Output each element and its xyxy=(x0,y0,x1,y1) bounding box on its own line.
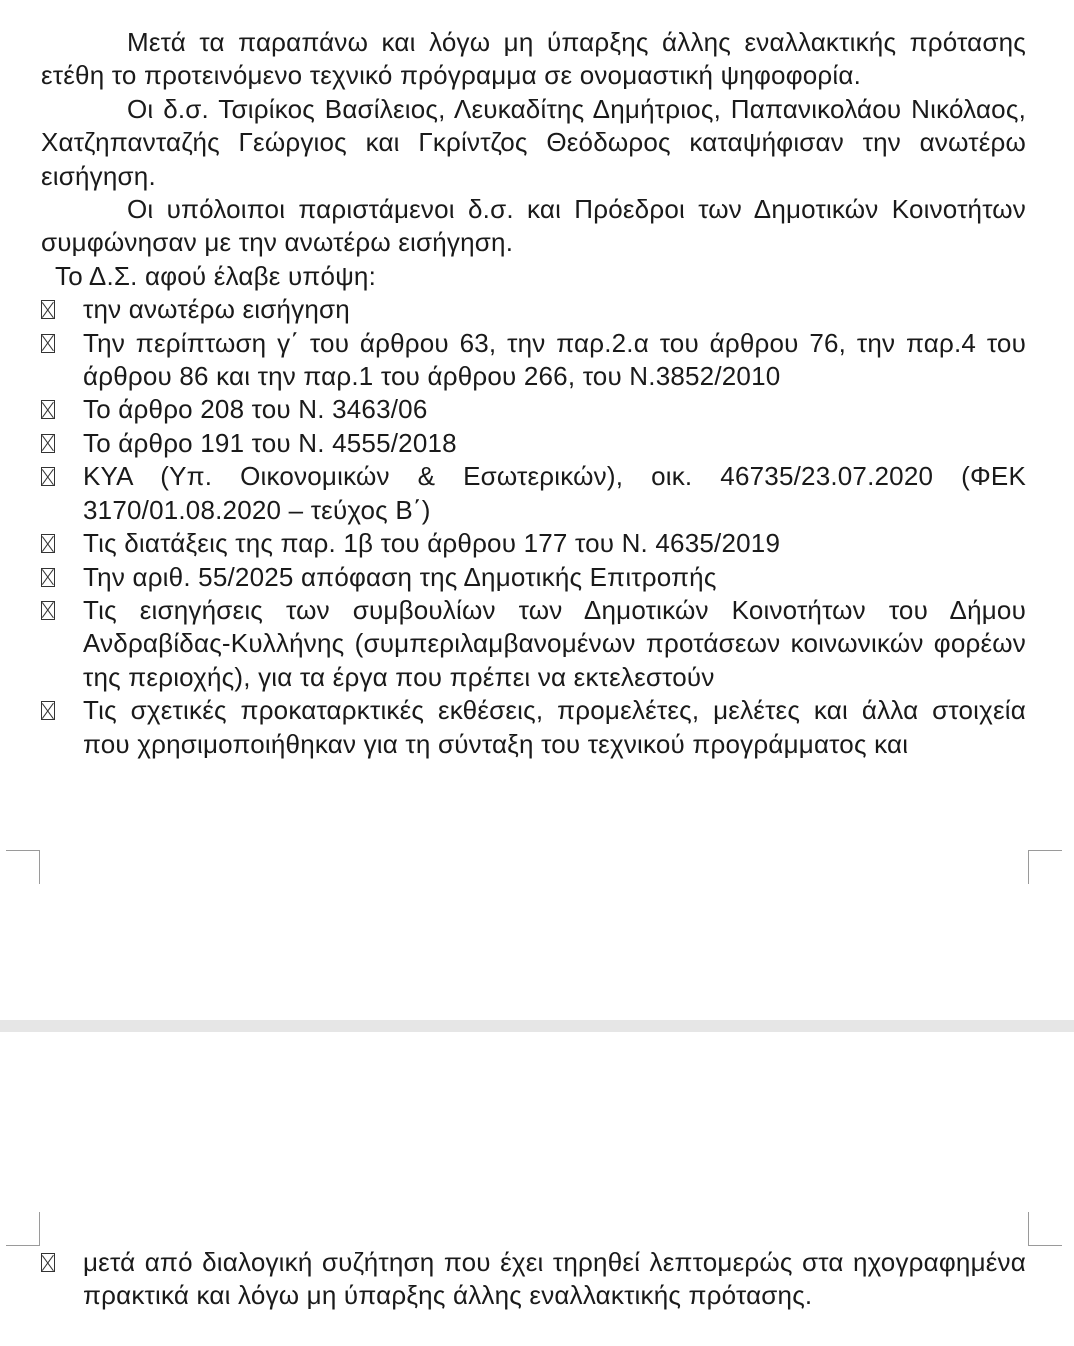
list-item xyxy=(41,561,1026,594)
page-1-body xyxy=(41,26,1026,761)
list-item xyxy=(41,427,1026,460)
list-item-text: Τις σχετικές προκαταρκτικές εκθέσεις, προμελέτες, μελέτες και άλλα στοιχεία που χρησιμοποιήθηκαν για τη σύνταξη του τεχνικού προγράμματος και xyxy=(83,695,1026,759)
list-item xyxy=(41,527,1026,560)
bullet-checkbox-icon xyxy=(41,434,55,453)
crop-mark-icon xyxy=(1028,850,1062,884)
bullet-checkbox-icon xyxy=(41,467,55,486)
list-item xyxy=(41,327,1026,394)
bullet-checkbox-icon xyxy=(41,1253,55,1272)
bullet-checkbox-icon xyxy=(41,568,55,587)
crop-mark-icon xyxy=(1028,1212,1062,1246)
considerations-list-continued xyxy=(41,1246,1026,1313)
list-item-text: Την περίπτωση γ΄ του άρθρου 63, την παρ.2.α του άρθρου 76, την παρ.4 του άρθρου 86 και την παρ.1 του άρθρου 266, του Ν.3852/2010 xyxy=(83,327,1026,392)
list-item-text: Το άρθρο 191 του Ν. 4555/2018 xyxy=(83,427,457,458)
document-page-2 xyxy=(0,1032,1074,1346)
paragraph-votes-against: Οι δ.σ. Τσιρίκος Βασίλειος, Λευκαδίτης Δημήτριος, Παπανικολάου Νικόλαος, Χατζηπανταζής Γεώργιος και Γκρίντζος Θεόδωρος καταψήφισαν την ανωτέρω εισήγηση. xyxy=(41,93,1026,191)
bullet-checkbox-icon xyxy=(41,701,55,720)
considerations-list xyxy=(41,293,1026,761)
list-item xyxy=(41,393,1026,426)
considerations-lead: Το Δ.Σ. αφού έλαβε υπόψη: xyxy=(55,260,377,291)
crop-mark-icon xyxy=(6,850,40,884)
paragraph-votes-for: Οι υπόλοιποι παριστάμενοι δ.σ. και Πρόεδροι των Δημοτικών Κοινοτήτων συμφώνησαν με την ανωτέρω εισήγηση. xyxy=(41,194,1026,258)
list-item-text: ΚΥΑ (Υπ. Οικονομικών & Εσωτερικών), οικ. 46735/23.07.2020 (ΦΕΚ 3170/01.08.2020 – τεύχος Β΄) xyxy=(83,461,1026,525)
list-item xyxy=(41,1246,1026,1313)
page-separator xyxy=(0,1020,1074,1032)
paragraph-vote-intro: Μετά τα παραπάνω και λόγω μη ύπαρξης άλλης εναλλακτικής πρότασης ετέθη το προτεινόμενο τεχνικό πρόγραμμα σε ονομαστική ψηφοφορία. xyxy=(41,27,1026,91)
bullet-checkbox-icon xyxy=(41,334,55,353)
bullet-checkbox-icon xyxy=(41,534,55,553)
list-item xyxy=(41,694,1026,761)
page-2-body xyxy=(41,1246,1026,1313)
bullet-checkbox-icon xyxy=(41,400,55,419)
list-item-text: Την αριθ. 55/2025 απόφαση της Δημοτικής Επιτροπής xyxy=(83,561,717,592)
list-item-text: Τις διατάξεις της παρ. 1β του άρθρου 177 του Ν. 4635/2019 xyxy=(83,528,781,559)
list-item xyxy=(41,594,1026,694)
crop-mark-icon xyxy=(6,1212,40,1246)
list-item-text: Το άρθρο 208 του Ν. 3463/06 xyxy=(83,394,428,425)
list-item xyxy=(41,460,1026,527)
list-item-text: Τις εισηγήσεις των συμβουλίων των Δημοτικών Κοινοτήτων του Δήμου Ανδραβίδας-Κυλλήνης (συμπεριλαμβανομένων προτάσεων κοινωνικών φορέων της περιοχής), για τα έργα που πρέπει να εκτελεστούν xyxy=(83,594,1026,692)
list-item-text: την ανωτέρω εισήγηση xyxy=(83,294,350,325)
list-item-text: μετά από διαλογική συζήτηση που έχει τηρηθεί λεπτομερώς στα ηχογραφημένα πρακτικά και λόγω μη ύπαρξης άλλης εναλλακτικής πρότασης. xyxy=(83,1247,1026,1311)
bullet-checkbox-icon xyxy=(41,300,55,319)
bullet-checkbox-icon xyxy=(41,601,55,620)
list-item xyxy=(41,293,1026,326)
